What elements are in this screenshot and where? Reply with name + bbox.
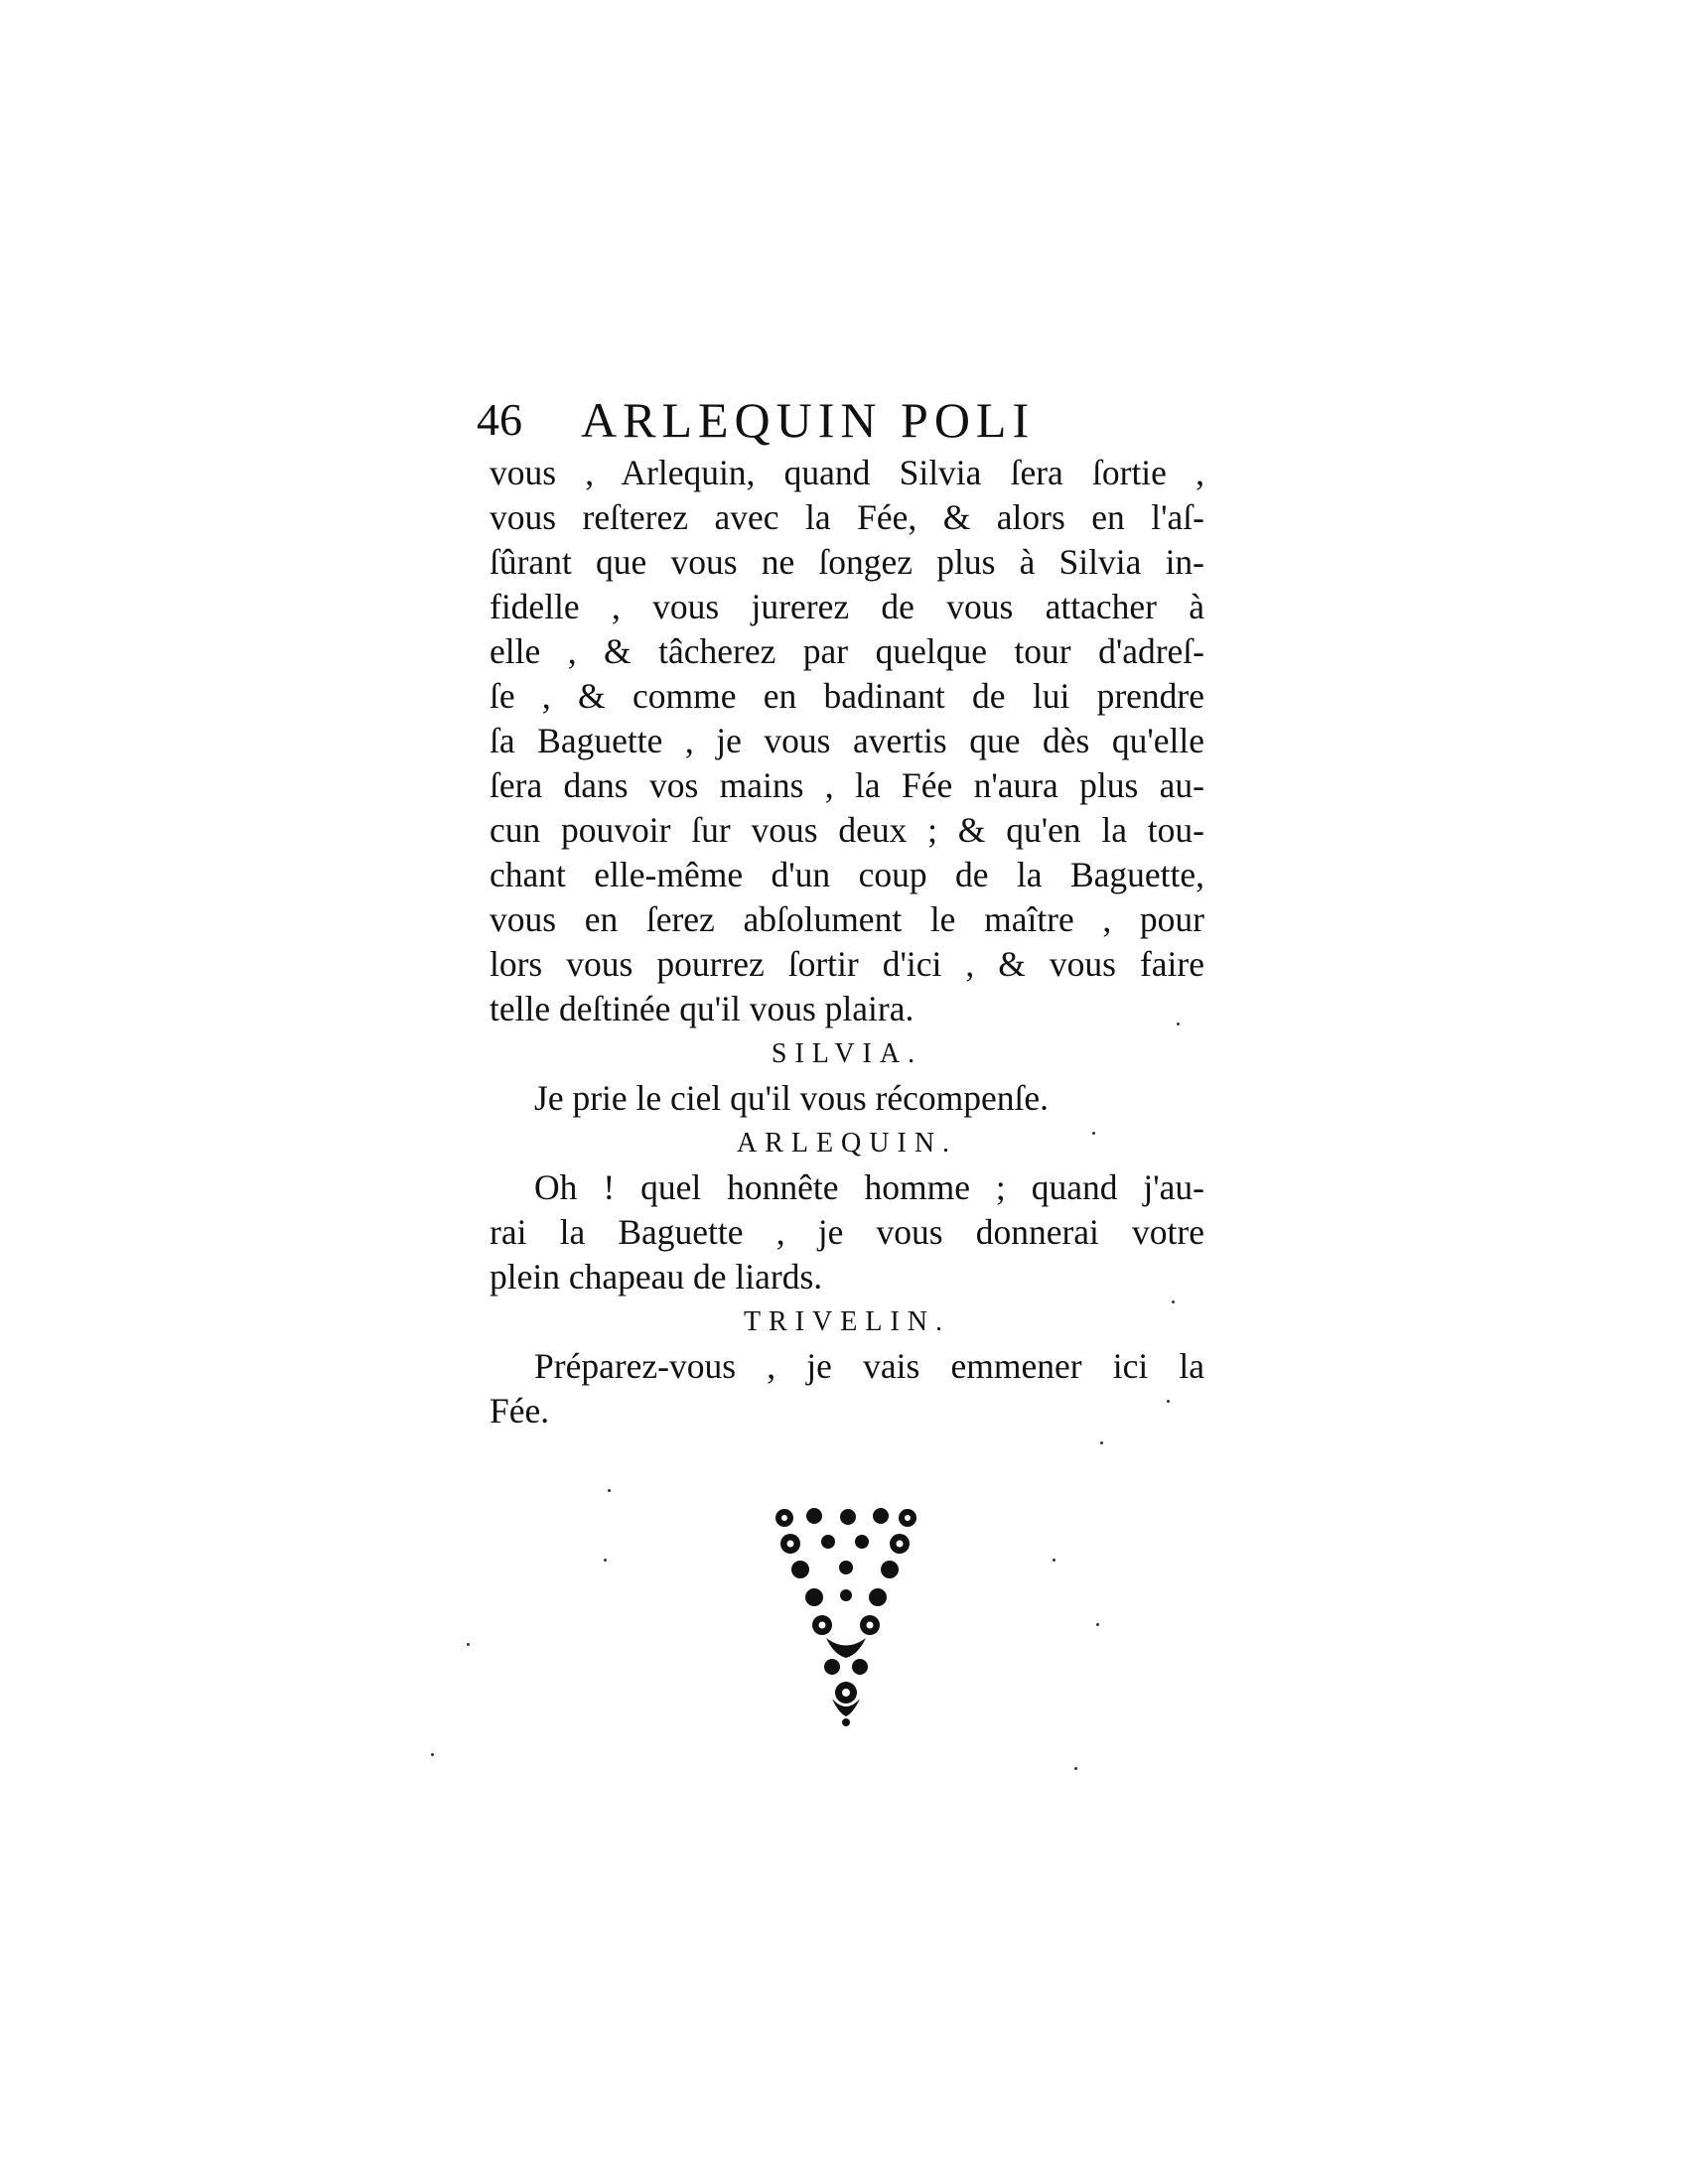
page-header — [477, 385, 1172, 455]
speech-line: rai la Baguette , je vous donnerai votre — [490, 1212, 1204, 1252]
speech-line: plein chapeau de liards. — [490, 1257, 823, 1297]
text-line: cun pouvoir ſur vous deux ; & qu'en la tou- — [490, 810, 1204, 850]
speech-line: Oh ! quel honnête homme ; quand j'au- — [534, 1167, 1204, 1207]
fleuron-ornament-icon — [767, 1504, 925, 1727]
print-speck — [1167, 1400, 1170, 1403]
speaker-name-silvia: SILVIA. — [771, 1038, 923, 1069]
text-line: vous , Arlequin, quand Silvia ſera ſortie , — [490, 453, 1204, 492]
text-line: ſûrant que vous ne ſongez plus à Silvia in- — [490, 542, 1204, 582]
print-speck — [1092, 1132, 1095, 1135]
speech-line: Préparez-vous , je vais emmener ici la — [534, 1346, 1204, 1386]
text-line: elle , & tâcherez par quelque tour d'adreſ- — [490, 631, 1204, 671]
text-line: ſera dans vos mains , la Fée n'aura plus au- — [490, 765, 1204, 805]
speech-line: Fée. — [490, 1391, 550, 1431]
print-speck — [1096, 1623, 1099, 1626]
text-line: vous reſterez avec la Fée, & alors en l'aſ- — [490, 497, 1204, 537]
text-line: vous en ſerez abſolument le maître , pour — [490, 899, 1204, 939]
print-speck — [1074, 1767, 1077, 1770]
text-line: telle deſtinée qu'il vous plaira. — [490, 989, 914, 1028]
speaker-name-arlequin: ARLEQUIN. — [736, 1128, 958, 1159]
text-line: fidelle , vous jurerez de vous attacher à — [490, 587, 1204, 626]
print-speck — [1177, 1023, 1180, 1025]
print-speck — [1172, 1300, 1175, 1303]
print-speck — [1100, 1441, 1103, 1444]
page-number: 46 — [477, 394, 522, 445]
text-line: lors vous pourrez ſortir d'ici , & vous faire — [490, 944, 1204, 984]
text-line: chant elle-même d'un coup de la Baguette, — [490, 855, 1204, 894]
print-speck — [431, 1753, 434, 1756]
speech-line: Je prie le ciel qu'il vous récompenſe. — [534, 1078, 1050, 1118]
text-line: ſa Baguette , je vous avertis que dès qu'elle — [490, 721, 1204, 760]
print-speck — [1053, 1559, 1055, 1562]
print-speck — [608, 1489, 611, 1492]
running-title: ARLEQUIN POLI — [581, 392, 1036, 448]
speaker-name-trivelin: TRIVELIN. — [743, 1306, 951, 1337]
text-line: ſe , & comme en badinant de lui prendre — [490, 676, 1204, 716]
text-block — [490, 451, 1204, 1433]
print-speck — [604, 1559, 607, 1562]
print-speck — [467, 1643, 470, 1646]
